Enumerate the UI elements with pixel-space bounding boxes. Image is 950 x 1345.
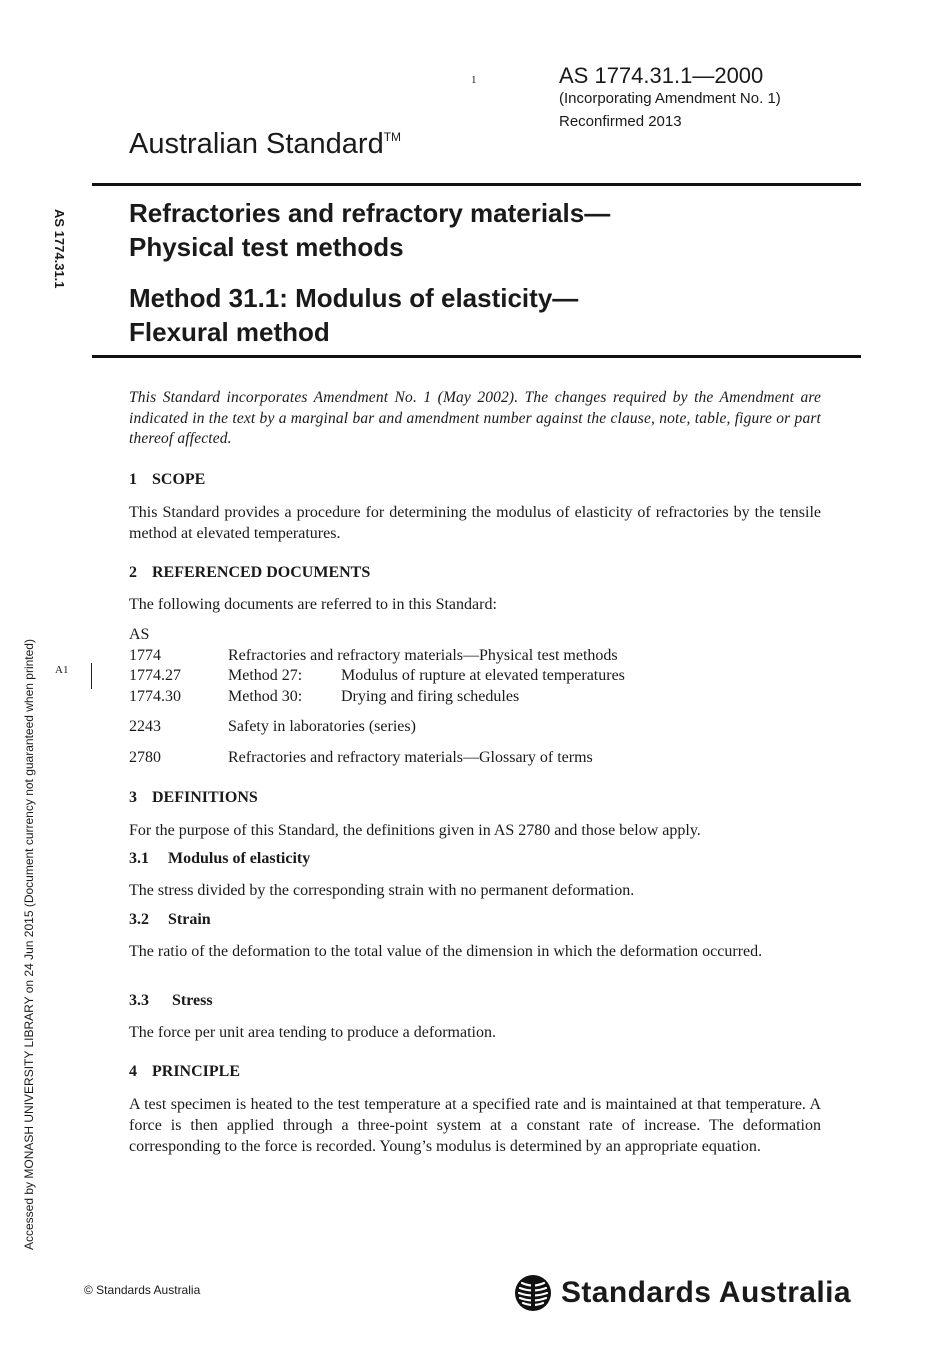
definition-title: Stress [172,992,213,1009]
ref-title: Drying and firing schedules [341,688,520,705]
ref-number: 1774 [129,647,161,664]
section-title: SCOPE [152,471,206,488]
refs-intro: The following documents are referred to in this Standard: [129,596,497,613]
ref-title: Modulus of rupture at elevated temperatures [341,667,625,684]
ref-row [129,666,625,687]
section-title: REFERENCED DOCUMENTS [152,564,371,581]
standard-title [129,128,401,161]
section-number: 4 [129,1063,137,1080]
section-heading-definitions [129,789,258,807]
definition-text: The stress divided by the corresponding strain with no permanent deformation. [129,882,635,899]
definition-text: The ratio of the deformation to the total value of the dimension in which the deformation occurred. [129,943,763,960]
method-title [129,281,578,349]
document-number: AS 1774.31.1—2000 [559,63,764,88]
method-title-line-1: Method 31.1: Modulus of elasticity— [129,283,579,313]
ref-row [129,717,416,738]
ref-number: 1774.30 [129,688,181,705]
ref-row [129,646,618,667]
ref-number: 2243 [129,718,161,735]
standards-australia-emblem-icon [514,1274,552,1312]
standards-australia-logo [514,1274,851,1312]
access-watermark: Accessed by MONASH UNIVERSITY LIBRARY on 24 Jun 2015 (Document currency not guaranteed when printed) [22,639,36,1250]
side-document-code: AS 1774.31.1 [52,209,67,289]
definition-heading [129,992,213,1010]
amendment-bar [91,663,92,689]
ref-title: Refractories and refractory materials—Glossary of terms [228,749,593,766]
principle-text: A test specimen is heated to the test temperature at a specified rate and is maintained at that temperature. A force is then applied through a three-point system at a constant rate of increase. The deformation corresponding to the force is recorded. Young’s modulus is determined by an appropriate equation. [129,1096,821,1155]
ref-method: Method 27: [228,667,303,684]
section-number: 1 [129,471,137,488]
definition-title: Strain [168,911,211,928]
title-line-2: Physical test methods [129,232,404,262]
page-number: 1 [471,74,477,86]
definition-title: Modulus of elasticity [168,850,311,867]
copyright-note: © Standards Australia [84,1283,201,1297]
reconfirmed-note: Reconfirmed 2013 [559,113,682,130]
section-heading-principle [129,1063,240,1081]
definition-heading [129,911,211,929]
definition-number: 3.1 [129,850,149,867]
ref-row [129,748,593,769]
ref-title: Safety in laboratories (series) [228,718,416,735]
definitions-intro: For the purpose of this Standard, the definitions given in AS 2780 and those below apply. [129,822,701,839]
section-number: 2 [129,564,137,581]
method-title-line-2: Flexural method [129,317,330,347]
bottom-rule [92,355,861,358]
logo-wordmark: Standards Australia [561,1276,851,1309]
section-heading-scope [129,471,205,489]
ref-row [129,687,519,708]
title-line-1: Refractories and refractory materials— [129,198,611,228]
ref-number: 2780 [129,749,161,766]
amendment-note: (Incorporating Amendment No. 1) [559,90,781,107]
definition-heading [129,850,310,868]
trademark-mark: TM [383,130,402,144]
definition-text: The force per unit area tending to produce a deformation. [129,1024,496,1041]
ref-method: Method 30: [228,688,303,705]
amendment-marker: A1 [55,664,69,676]
definition-number: 3.3 [129,992,149,1009]
amendment-intro: This Standard incorporates Amendment No. 1 (May 2002). The changes required by the Amendment are indicated in the text by a marginal bar and amendment number against the clause, note, table, figure or part thereof affected. [129,389,821,447]
refs-prefix: AS [129,626,150,643]
document-title [129,196,610,264]
section-number: 3 [129,789,137,806]
ref-title: Refractories and refractory materials—Physical test methods [228,647,618,664]
section-title: DEFINITIONS [152,789,258,806]
definition-number: 3.2 [129,911,149,928]
top-rule [92,183,861,186]
section-heading-refs [129,564,370,582]
standard-title-text: Australian Standard [129,128,384,160]
section-title: PRINCIPLE [152,1063,241,1080]
scope-text: This Standard provides a procedure for determining the modulus of elasticity of refractories by the tensile method at elevated temperatures. [129,504,821,542]
ref-number: 1774.27 [129,667,181,684]
